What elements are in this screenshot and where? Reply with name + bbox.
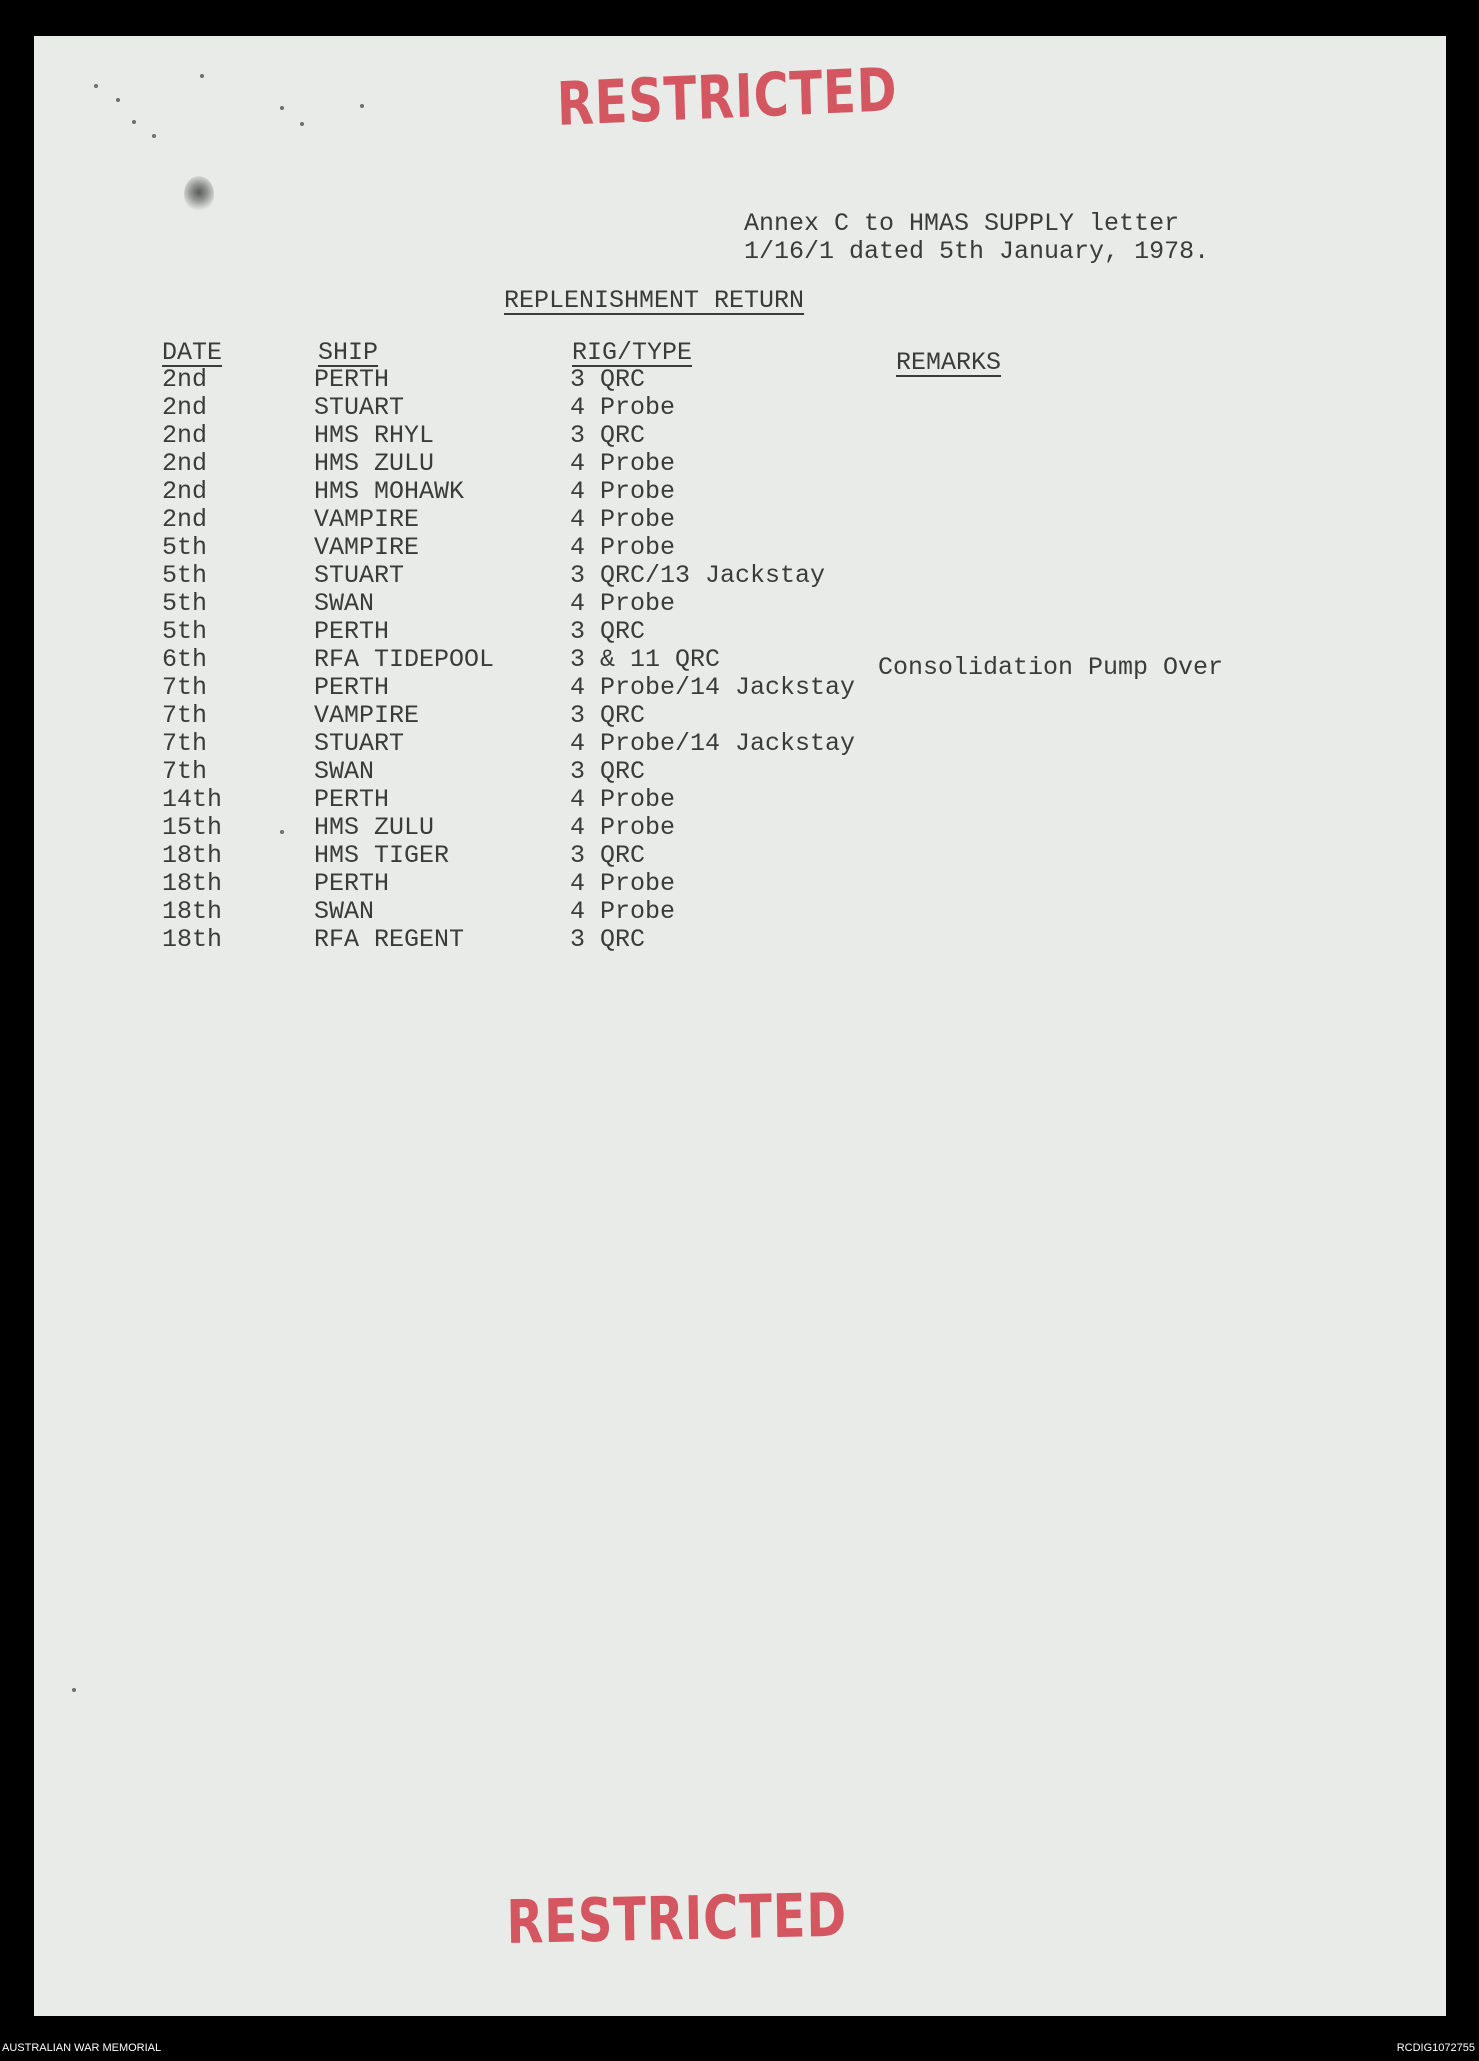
row-ship: RFA TIDEPOOL <box>314 645 495 674</box>
row-ship: STUART <box>314 393 405 422</box>
table-row <box>34 758 1446 786</box>
row-rig-type: 3 QRC <box>570 841 646 870</box>
restricted-stamp-top: RESTRICTED <box>556 55 899 140</box>
paper-speck <box>132 120 136 124</box>
paper-speck <box>152 134 156 138</box>
table-row <box>34 394 1446 422</box>
row-ship: VAMPIRE <box>314 533 420 562</box>
row-date: 18th <box>162 925 223 954</box>
row-date: 2nd <box>162 365 208 394</box>
row-date: 15th <box>162 813 223 842</box>
row-rig-type: 4 Probe <box>570 477 676 506</box>
paper-speck <box>94 84 98 88</box>
table-row <box>34 674 1446 702</box>
table-row <box>34 645 1446 682</box>
row-rig-type: 4 Probe <box>570 449 676 478</box>
row-rig-type: 3 QRC <box>570 365 646 394</box>
table-row <box>34 562 1446 590</box>
column-header-ship: SHIP <box>318 338 379 367</box>
replenishment-table <box>34 366 1446 954</box>
paper-speck <box>72 1688 76 1692</box>
row-ship: HMS TIGER <box>314 841 450 870</box>
table-row <box>34 926 1446 954</box>
row-ship: HMS ZULU <box>314 813 435 842</box>
row-date: 7th <box>162 673 208 702</box>
annex-line-1: Annex C to HMAS SUPPLY letter <box>744 209 1180 238</box>
row-ship: SWAN <box>314 757 375 786</box>
row-rig-type: 4 Probe <box>570 869 676 898</box>
staple-hole-mark <box>184 176 214 212</box>
row-date: 5th <box>162 533 208 562</box>
paper-speck <box>360 104 364 108</box>
table-row <box>34 366 1446 394</box>
row-ship: SWAN <box>314 589 375 618</box>
row-ship: PERTH <box>314 785 390 814</box>
row-ship: PERTH <box>314 673 390 702</box>
row-date: 5th <box>162 589 208 618</box>
row-ship: STUART <box>314 729 405 758</box>
row-ship: HMS ZULU <box>314 449 435 478</box>
row-date: 6th <box>162 645 208 674</box>
row-date: 18th <box>162 841 223 870</box>
table-row <box>34 590 1446 618</box>
archive-credit: AUSTRALIAN WAR MEMORIAL <box>2 2042 162 2054</box>
row-ship: PERTH <box>314 617 390 646</box>
row-ship: SWAN <box>314 897 375 926</box>
table-row <box>34 702 1446 730</box>
row-rig-type: 3 QRC <box>570 701 646 730</box>
row-date: 2nd <box>162 505 208 534</box>
table-row <box>34 842 1446 870</box>
archive-reference-id: RCDIG1072755 <box>1396 2042 1475 2054</box>
row-date: 5th <box>162 561 208 590</box>
row-rig-type: 3 & 11 QRC <box>570 645 721 674</box>
table-row <box>34 814 1446 842</box>
table-row <box>34 870 1446 898</box>
row-rig-type: 4 Probe/14 Jackstay <box>570 673 856 702</box>
row-date: 2nd <box>162 449 208 478</box>
table-row <box>34 786 1446 814</box>
row-date: 18th <box>162 869 223 898</box>
paper-speck <box>116 98 120 102</box>
paper-speck <box>200 74 204 78</box>
row-ship: PERTH <box>314 365 390 394</box>
row-date: 2nd <box>162 477 208 506</box>
row-date: 7th <box>162 701 208 730</box>
row-rig-type: 4 Probe <box>570 785 676 814</box>
table-row <box>34 422 1446 450</box>
row-rig-type: 4 Probe <box>570 533 676 562</box>
annex-line-2: 1/16/1 dated 5th January, 1978. <box>744 237 1210 266</box>
row-ship: HMS MOHAWK <box>314 477 465 506</box>
row-ship: VAMPIRE <box>314 701 420 730</box>
row-ship: HMS RHYL <box>314 421 435 450</box>
column-header-date: DATE <box>162 338 223 367</box>
row-date: 2nd <box>162 393 208 422</box>
table-row <box>34 478 1446 506</box>
paper-speck <box>280 106 284 110</box>
row-rig-type: 4 Probe <box>570 813 676 842</box>
column-header-remarks: REMARKS <box>896 348 1002 377</box>
row-date: 7th <box>162 757 208 786</box>
annex-reference <box>744 210 1209 266</box>
document-page <box>34 36 1446 2016</box>
paper-speck <box>300 122 304 126</box>
table-row <box>34 898 1446 926</box>
row-rig-type: 4 Probe/14 Jackstay <box>570 729 856 758</box>
table-row <box>34 618 1446 646</box>
column-header-rig-type: RIG/TYPE <box>572 338 693 367</box>
document-title: REPLENISHMENT RETURN <box>504 286 805 315</box>
row-rig-type: 4 Probe <box>570 897 676 926</box>
row-date: 14th <box>162 785 223 814</box>
table-row <box>34 450 1446 478</box>
table-row <box>34 730 1446 758</box>
row-rig-type: 4 Probe <box>570 589 676 618</box>
row-rig-type: 3 QRC <box>570 757 646 786</box>
row-date: 18th <box>162 897 223 926</box>
row-rig-type: 3 QRC <box>570 617 646 646</box>
row-rig-type: 3 QRC/13 Jackstay <box>570 561 826 590</box>
row-ship: STUART <box>314 561 405 590</box>
table-row <box>34 506 1446 534</box>
row-date: 7th <box>162 729 208 758</box>
row-remarks: Consolidation Pump Over <box>878 653 1224 682</box>
row-ship: VAMPIRE <box>314 505 420 534</box>
row-rig-type: 4 Probe <box>570 505 676 534</box>
table-row <box>34 534 1446 562</box>
row-ship: PERTH <box>314 869 390 898</box>
row-rig-type: 3 QRC <box>570 421 646 450</box>
row-rig-type: 3 QRC <box>570 925 646 954</box>
restricted-stamp-bottom: RESTRICTED <box>506 1880 848 1958</box>
row-rig-type: 4 Probe <box>570 393 676 422</box>
row-date: 2nd <box>162 421 208 450</box>
row-date: 5th <box>162 617 208 646</box>
row-ship: RFA REGENT <box>314 925 465 954</box>
